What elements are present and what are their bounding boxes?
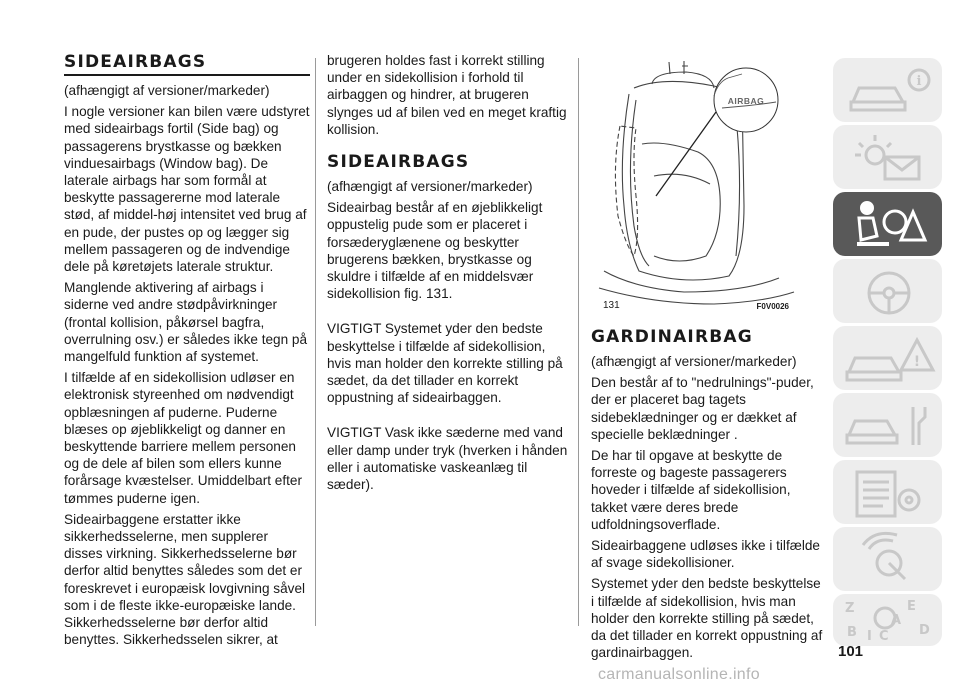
title-underline bbox=[64, 74, 310, 76]
tab-warning-lights[interactable] bbox=[833, 125, 942, 189]
column-3 bbox=[591, 56, 823, 665]
multimedia-icon bbox=[833, 527, 942, 591]
steering-wheel-icon bbox=[833, 259, 942, 323]
figure-number: 131 bbox=[603, 300, 620, 311]
column-1 bbox=[64, 52, 310, 653]
index-icon bbox=[833, 594, 942, 646]
section-title: SIDEAIRBAGS bbox=[64, 52, 207, 72]
seat-airbag-figure bbox=[594, 56, 799, 313]
car-service-icon bbox=[833, 393, 942, 457]
tab-index[interactable] bbox=[833, 594, 942, 646]
figure-code: F0V0026 bbox=[756, 302, 789, 311]
tab-multimedia[interactable] bbox=[833, 527, 942, 591]
svg-text:D: D bbox=[919, 623, 930, 638]
tab-car-info[interactable] bbox=[833, 58, 942, 122]
page-number: 101 bbox=[838, 643, 864, 660]
svg-text:A: A bbox=[891, 613, 902, 628]
paragraph: Sideairbaggene erstatter ikke sikkerhedsselerne, men supplerer disses virkning. Sikkerhedsselerne bør derfor altid benyttes således som det er foreskrevet i europæisk lovgivning såvel som i de fleste ikke-europæiske lande. Sikkerhedsselerne bør derfor altid benyttes. Sikkerhedsselen sikrer, at bbox=[64, 511, 306, 648]
car-warning-icon bbox=[833, 326, 942, 390]
technical-data-icon bbox=[833, 460, 942, 524]
paragraph: (afhængigt af versioner/markeder) bbox=[64, 83, 270, 98]
seat-illustration bbox=[594, 56, 799, 313]
paragraph: Den består af to "nedrulnings"-puder, der er placeret bag tagets sidebeklædninger og er dækket af specielle beklædninger . bbox=[591, 375, 814, 442]
svg-text:B: B bbox=[847, 625, 857, 640]
warning-light-icon bbox=[833, 125, 942, 189]
svg-text:Z: Z bbox=[845, 601, 855, 616]
svg-text:I: I bbox=[867, 629, 872, 644]
paragraph: (afhængigt af versioner/markeder) bbox=[591, 354, 797, 369]
safety-airbag-icon bbox=[833, 192, 942, 256]
tab-emergency[interactable] bbox=[833, 326, 942, 390]
paragraph: brugeren holdes fast i korrekt stilling under en sidekollision i forhold til airbaggen og hindrer, at brugeren slynges ud af bilen ved en meget kraftig kollision. bbox=[327, 53, 567, 137]
warning-text: VIGTIGT Vask ikke sæderne med vand eller damp under tryk (hverken i hånden eller i automatiske vaskeanlæg til sæder). bbox=[327, 425, 568, 493]
column-divider bbox=[578, 58, 579, 626]
paragraph: De har til opgave at beskytte de forreste og bageste passagerers hoveder i tilfælde af sidekollision, takket være deres brede udfoldningsoverflade. bbox=[591, 448, 791, 532]
car-info-icon bbox=[833, 58, 942, 122]
tab-maintenance[interactable] bbox=[833, 393, 942, 457]
paragraph: Systemet yder den bedste beskyttelse i tilfælde af sidekollision, hvis man holder den korrekte stilling på sædet, da det tillader en korrekt oppustning af gardinairbaggen. bbox=[591, 576, 823, 661]
airbag-label: AIRBAG bbox=[727, 96, 765, 106]
svg-text:i: i bbox=[916, 74, 922, 89]
svg-text:E: E bbox=[907, 599, 916, 614]
paragraph: Sideairbaggene udløses ikke i tilfælde af svage sidekollisioner. bbox=[591, 538, 820, 571]
watermark: carmanualsonline.info bbox=[598, 666, 760, 683]
section-title: SIDEAIRBAGS bbox=[327, 152, 470, 173]
svg-text:!: ! bbox=[913, 354, 921, 370]
column-divider bbox=[315, 58, 316, 626]
tab-safety[interactable] bbox=[833, 192, 942, 256]
warning-text: VIGTIGT Systemet yder den bedste beskyttelse i tilfælde af sidekollision, hvis man holder den korrekte stilling på sædet, da det tillader en korrekt oppustning af sideairbaggen. bbox=[327, 321, 563, 406]
paragraph: Manglende aktivering af airbags i siderne ved andre stødpåvirkninger (frontal kollision, påkørsel bagfra, overrulning osv.) er således ikke tegn på mangelfuld funktion af systemet. bbox=[64, 280, 308, 365]
paragraph: Sideairbag består af en øjeblikkeligt oppustelig pude som er placeret i forsæderyglænene og beskytter brugerens bækken, brystkasse og skuldre i tilfælde af en middelsvær sidekollision fig. 131. bbox=[327, 200, 543, 302]
paragraph: I nogle versioner kan bilen være udstyret med sideairbags fortil (Side bag) og passagerens brystkasse og bækken vinduesairbags (Window bag). De laterale airbags har som formål at beskytte passagererne mod laterale stød, af middel-høj intensitet ved brug af en pude, der pustes op og lægger sig mellem passageren og de indvendige dele på køretøjets laterale struktur. bbox=[64, 104, 310, 275]
paragraph: (afhængigt af versioner/markeder) bbox=[327, 179, 533, 195]
column-2 bbox=[327, 52, 573, 497]
svg-text:C: C bbox=[879, 629, 889, 644]
paragraph: I tilfælde af en sidekollision udløser en elektronisk styreenhed om nødvendigt opblæsningen af puderne. Puderne blæses op øjeblikkeligt og danner en beskyttende barriere mellem personen og de dele af bilen som ellers kunne forårsage kvæstelser. Umiddelbart efter tømmes puderne igen. bbox=[64, 370, 302, 506]
tab-technical-data[interactable] bbox=[833, 460, 942, 524]
tab-starting-driving[interactable] bbox=[833, 259, 942, 323]
section-title: GARDINAIRBAG bbox=[591, 327, 753, 347]
